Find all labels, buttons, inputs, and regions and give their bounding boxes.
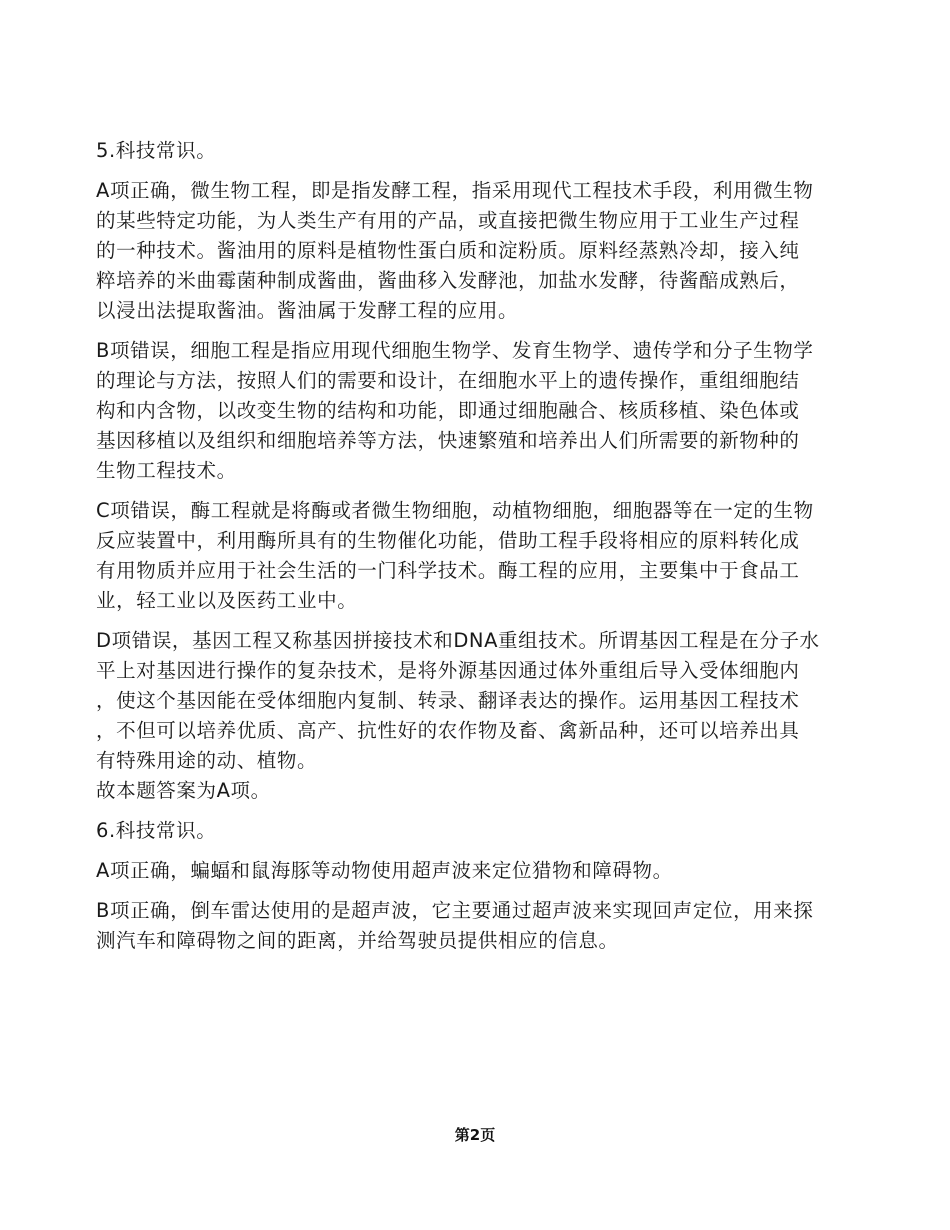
- q5-option-b: [96, 336, 871, 486]
- q6-option-a: [96, 856, 871, 886]
- question-5-heading: 5.科技常识。: [96, 139, 217, 162]
- question-6-heading: 6.科技常识。: [96, 819, 217, 842]
- q5-option-a: [96, 176, 871, 326]
- paragraph-line: 的某些特定功能，为人类生产有用的产品，或直接把微生物应用于工业生产过程: [96, 209, 800, 232]
- question-5: [96, 136, 871, 166]
- paragraph-line: 构和内含物，以改变生物的结构和功能，即通过细胞融合、核质移植、染色体或: [96, 399, 800, 422]
- paragraph-line: 平上对基因进行操作的复杂技术，是将外源基因通过体外重组后导入受体细胞内: [96, 659, 800, 682]
- q6-option-b: [96, 896, 871, 956]
- paragraph-line: 粹培养的米曲霉菌种制成酱曲，酱曲移入发酵池，加盐水发酵，待酱醅成熟后，: [96, 269, 800, 292]
- paragraph-line: D项错误，基因工程又称基因拼接技术和DNA重组技术。所谓基因工程是在分子水: [96, 629, 820, 652]
- paragraph-line: ，使这个基因能在受体细胞内复制、转录、翻译表达的操作。运用基因工程技术: [96, 689, 800, 712]
- page-number: 第2页: [454, 1126, 496, 1144]
- q5-option-c: [96, 496, 871, 616]
- paragraph-line: 以浸出法提取酱油。酱油属于发酵工程的应用。: [96, 299, 519, 322]
- paragraph-line: B项正确，倒车雷达使用的是超声波，它主要通过超声波来实现回声定位，用来探: [96, 899, 814, 922]
- document-body: [96, 136, 871, 956]
- paragraph-line: C项错误，酶工程就是将酶或者微生物细胞，动植物细胞，细胞器等在一定的生物: [96, 499, 814, 522]
- answer-line: 故本题答案为A项。: [96, 779, 271, 802]
- paragraph-line: ，不但可以培养优质、高产、抗性好的农作物及畜、禽新品种，还可以培养出具: [96, 719, 800, 742]
- question-6: [96, 816, 871, 846]
- paragraph-line: 有用物质并应用于社会生活的一门科学技术。酶工程的应用，主要集中于食品工: [96, 559, 800, 582]
- paragraph-line: 反应装置中，利用酶所具有的生物催化功能，借助工程手段将相应的原料转化成: [96, 529, 800, 552]
- paragraph-line: A项正确，微生物工程，即是指发酵工程，指采用现代工程技术手段，利用微生物: [96, 179, 814, 202]
- paragraph-line: 业，轻工业以及医药工业中。: [96, 589, 358, 612]
- paragraph-line: 有特殊用途的动、植物。: [96, 749, 318, 772]
- paragraph-line: 的理论与方法，按照人们的需要和设计，在细胞水平上的遗传操作，重组细胞结: [96, 369, 800, 392]
- paragraph-line: B项错误，细胞工程是指应用现代细胞生物学、发育生物学、遗传学和分子生物学: [96, 339, 814, 362]
- paragraph-line: 生物工程技术。: [96, 459, 237, 482]
- q5-option-d: [96, 626, 871, 806]
- paragraph-line: A项正确，蝙蝠和鼠海豚等动物使用超声波来定位猎物和障碍物。: [96, 859, 673, 882]
- paragraph-line: 测汽车和障碍物之间的距离，并给驾驶员提供相应的信息。: [96, 929, 619, 952]
- paragraph-line: 基因移植以及组织和细胞培养等方法，快速繁殖和培养出人们所需要的新物种的: [96, 429, 800, 452]
- paragraph-line: 的一种技术。酱油用的原料是植物性蛋白质和淀粉质。原料经蒸熟冷却，接入纯: [96, 239, 800, 262]
